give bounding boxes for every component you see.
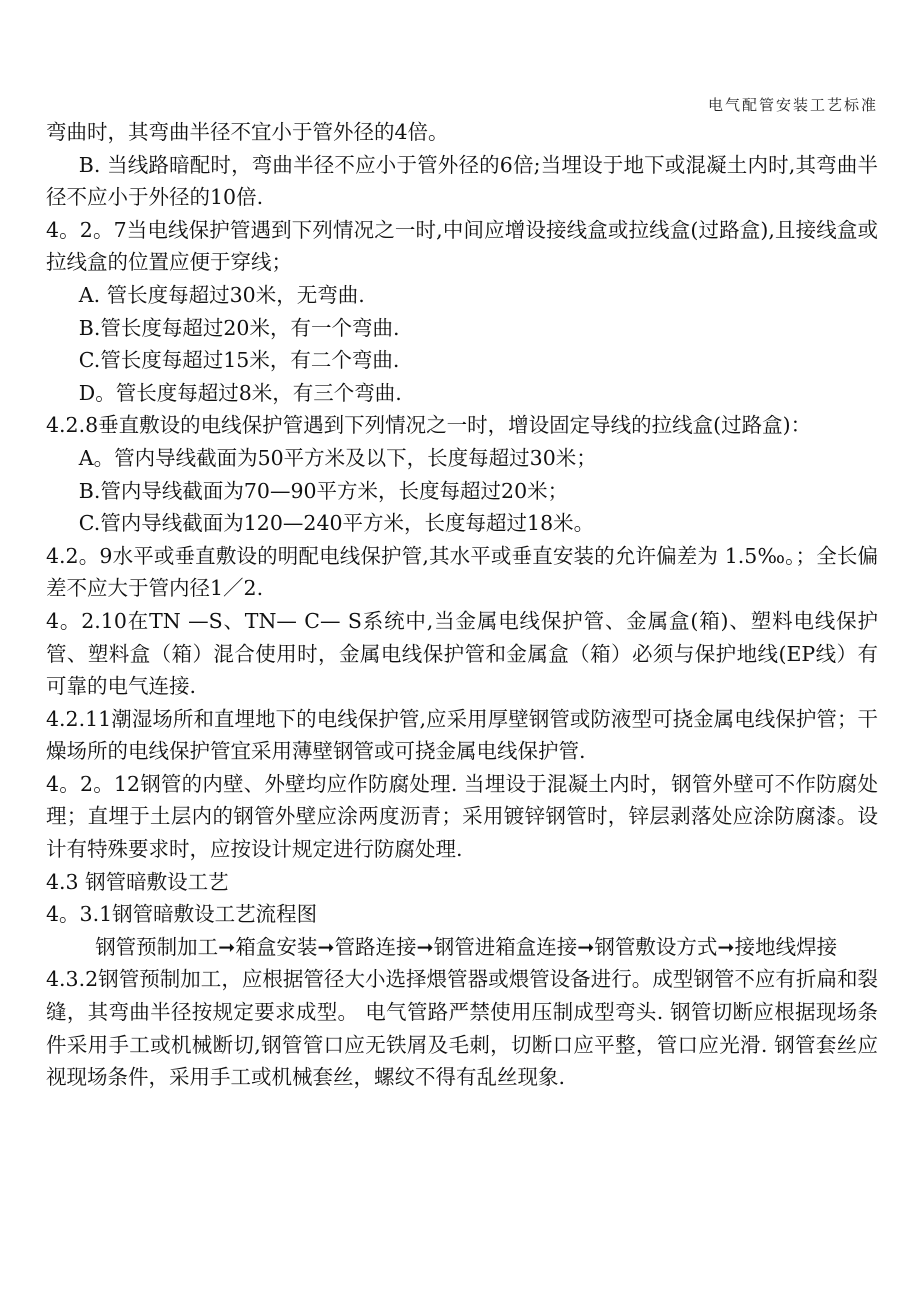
list-item-4-2-8-a: A。管内导线截面为50平方米及以下，长度每超过30米；	[78, 445, 597, 470]
paragraph-bend-radius-4x: 弯曲时，其弯曲半径不宜小于管外径的4倍。	[46, 120, 449, 144]
paragraph-concealed-bend-radius: B. 当线路暗配时，弯曲半径不应小于管外径的6倍;当埋设于地下或混凝土内时,其弯曲半径不应小于外径的10倍.	[46, 152, 878, 210]
paragraph-4-2-9: 4.2。9水平或垂直敷设的明配电线保护管,其水平或垂直安装的允许偏差为 1.5‰。；全长偏差不应大于管内径1／2.	[46, 543, 878, 601]
running-header: 电气配管安装工艺标准	[707, 96, 878, 114]
paragraph-4-2-7: 4。2。7当电线保护管遇到下列情况之一时,中间应增设接线盒或拉线盒(过路盒),且接线盒或拉线盒的位置应便于穿线；	[46, 217, 878, 275]
paragraph-4-2-12: 4。2。12钢管的内壁、外壁均应作防腐处理. 当埋设于混凝土内时，钢管外壁可不作防腐处理；直埋于土层内的钢管外壁应涂两度沥青；采用镀锌钢管时，锌层剥落处应涂防腐漆。设计有特殊要求时，应按设计规定进行防腐处理.	[46, 771, 878, 862]
process-flow-line: 钢管预制加工➞箱盒安装➞管路连接➞钢管进箱盒连接➞钢管敷设方式➞接地线焊接	[95, 934, 838, 959]
list-item-4-2-8-b: B.管内导线截面为70—90平方米，长度每超过20米；	[78, 478, 569, 503]
paragraph-4-2-11: 4.2.11潮湿场所和直埋地下的电线保护管,应采用厚壁钢管或防液型可挠金属电线保护管；干燥场所的电线保护管宜采用薄壁钢管或可挠金属电线保护管.	[46, 706, 878, 764]
section-heading-4-3-1: 4。3.1钢管暗敷设工艺流程图	[46, 902, 318, 927]
list-item-4-2-7-a: A. 管长度每超过30米，无弯曲.	[78, 282, 365, 307]
paragraph-4-2-8: 4.2.8垂直敷设的电线保护管遇到下列情况之一时，增设固定导线的拉线盒(过路盒)：	[46, 413, 812, 438]
list-item-4-2-8-c: C.管内导线截面为120—240平方米，长度每超过18米。	[78, 511, 595, 536]
document-body	[46, 116, 878, 1094]
section-heading-4-3: 4.3 钢管暗敷设工艺	[46, 869, 229, 894]
list-item-4-2-7-b: B.管长度每超过20米，有一个弯曲.	[78, 315, 400, 340]
list-item-4-2-7-d: D。管长度每超过8米，有三个弯曲.	[78, 380, 402, 405]
paragraph-4-3-2: 4.3.2钢管预制加工，应根据管径大小选择煨管器或煨管设备进行。成型钢管不应有折扁和裂缝，其弯曲半径按规定要求成型。 电气管路严禁使用压制成型弯头. 钢管切断应根据现场条件采用手工或机械断切,钢管管口应无铁屑及毛刺，切断口应平整，管口应光滑. 钢管套丝应视现场条件，采用手工或机械套丝，螺纹不得有乱丝现象.	[46, 967, 878, 1090]
paragraph-4-2-10: 4。2.10在TN —S、TN— C— S系统中,当金属电线保护管、金属盒(箱)、塑料电线保护管、塑料盒（箱）混合使用时，金属电线保护管和金属盒（箱）必须与保护地线(EP线）有可靠的电气连接.	[46, 608, 878, 699]
list-item-4-2-7-c: C.管长度每超过15米，有二个弯曲.	[78, 348, 400, 373]
